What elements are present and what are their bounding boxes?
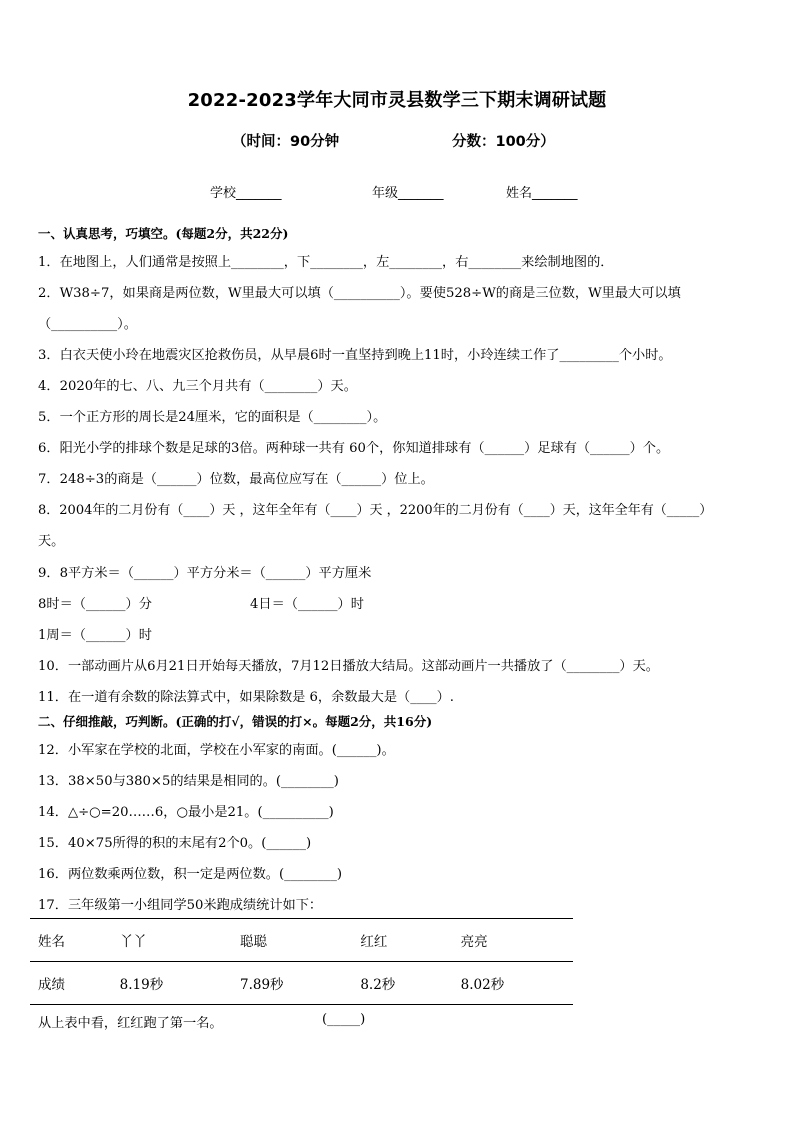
question-16: 16．两位数乘两位数，积一定是两位数。(________) [38, 867, 343, 882]
table-cell: 聪聪 [232, 919, 352, 962]
table-cell: 7.89秒 [232, 962, 352, 1005]
table-cell: 8.2秒 [352, 962, 452, 1005]
question-8: 8．2004年的二月份有（____）天 ，这年全年有（____）天 ，2200年的二月份有（____）天，这年全年有（_____） [38, 503, 713, 518]
name-field: 姓名_______ [506, 186, 578, 201]
table-cell: 成绩 [30, 962, 112, 1005]
question-11: 11．在一道有余数的除法算式中，如果除数是 6，余数最大是（____）. [38, 690, 454, 705]
question-2-cont: （__________）。 [38, 317, 137, 332]
question-14: 14．△÷○=20……6，○最小是21。(__________) [38, 805, 334, 820]
question-8-cont: 天。 [38, 534, 65, 549]
question-9-days: 4日＝（______）时 [250, 597, 364, 612]
question-3: 3．白衣天使小玲在地震灾区抢救伤员，从早晨6时一直坚持到晚上11时，小玲连续工作了_________个小时。 [38, 348, 672, 363]
table-cell: 亮亮 [453, 919, 573, 962]
table-cell: 红红 [352, 919, 452, 962]
school-field: 学校_______ [210, 186, 282, 201]
exam-time: （时间：90分钟 [232, 134, 340, 150]
question-9: 9．8平方米＝（______）平方分米＝（______）平方厘米 [38, 566, 372, 581]
question-17: 17．三年级第一小组同学50米跑成绩统计如下： [38, 898, 323, 913]
table-cell: 丫丫 [112, 919, 232, 962]
section2-heading: 二、仔细推敲，巧判断。(正确的打√，错误的打×。每题2分，共16分) [38, 714, 433, 729]
question-15: 15．40×75所得的积的末尾有2个0。(______) [38, 836, 312, 851]
question-13: 13．38×50与380×5的结果是相同的。(________) [38, 774, 339, 789]
grade-field: 年级_______ [372, 186, 444, 201]
table-cell: 8.02秒 [453, 962, 573, 1005]
question-2: 2．W38÷7，如果商是两位数，W里最大可以填（__________）。要使528÷W的商是三位数，W里最大可以填 [38, 286, 681, 301]
question-4: 4．2020年的七、八、九三个月共有（________）天。 [38, 379, 357, 394]
table-cell: 姓名 [30, 919, 112, 962]
exam-title: 2022-2023学年大同市灵县数学三下期末调研试题 [187, 90, 607, 111]
question-17-blank: (_____) [322, 1012, 366, 1027]
table-cell: 8.19秒 [112, 962, 232, 1005]
table-row [30, 919, 573, 962]
question-7: 7．248÷3的商是（______）位数，最高位应写在（______）位上。 [38, 472, 434, 487]
score-table [30, 918, 573, 1005]
question-9-week: 1周＝（______）时 [38, 628, 152, 643]
table-row [30, 962, 573, 1005]
section1-heading: 一、认真思考，巧填空。(每题2分，共22分) [38, 226, 289, 241]
question-1: 1．在地图上，人们通常是按照上________，下________，左________，右________来绘制地图的． [38, 255, 614, 270]
question-17-statement: 从上表中看，红红跑了第一名。 [38, 1016, 223, 1031]
question-5: 5．一个正方形的周长是24厘米，它的面积是（________）。 [38, 410, 387, 425]
exam-score: 分数：100分） [452, 134, 555, 150]
question-9-hours: 8时＝（______）分 [38, 597, 152, 612]
question-6: 6．阳光小学的排球个数是足球的3倍。两种球一共有 60个，你知道排球有（______）足球有（______）个。 [38, 441, 670, 456]
question-10: 10．一部动画片从6月21日开始每天播放，7月12日播放大结局。这部动画片一共播放了（________）天。 [38, 659, 659, 674]
question-12: 12．小军家在学校的北面，学校在小军家的南面。(______)。 [38, 743, 395, 758]
